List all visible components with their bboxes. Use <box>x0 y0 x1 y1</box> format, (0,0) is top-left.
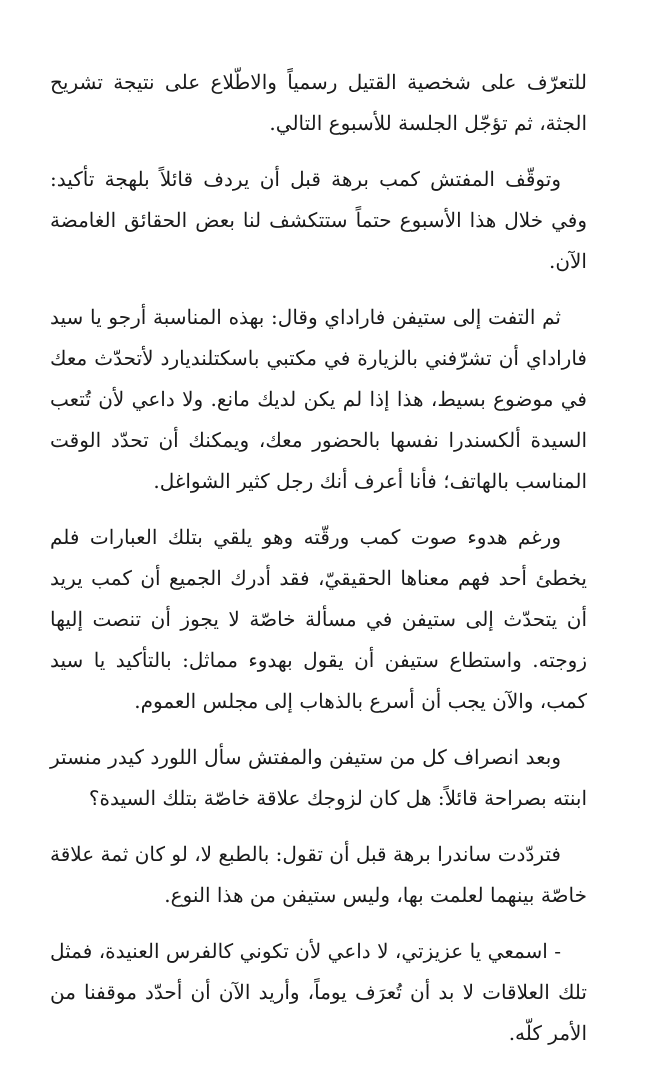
paragraph-4: ورغم هدوء صوت كمب ورقّته وهو يلقي بتلك العبارات فلم يخطئ أحد فهم معناها الحقيقيّ، فقد أدرك الجميع أن كمب يريد أن يتحدّث إلى ستيفن في مسألة خاصّة لا يجوز أن تنصت إليها زوجته. واستطاع ستيفن أن يقول بهدوء مماثل: بالتأكيد يا سيد كمب، والآن يجب أن أسرع بالذهاب إلى مجلس العموم. <box>50 525 588 713</box>
paragraph-7: - اسمعي يا عزيزتي، لا داعي لأن تكوني كالفرس العنيدة، فمثل تلك العلاقات لا بد أن تُعرَف يوماً، وأريد الآن أن أحدّد موقفنا من الأمر كلّه. <box>50 939 587 1045</box>
paragraph-6: فتردّدت ساندرا برهة قبل أن تقول: بالطبع لا، لو كان ثمة علاقة خاصّة بينهما لعلمت بها، وليس ستيفن من هذا النوع. <box>50 842 587 907</box>
paragraph-5: وبعد انصراف كل من ستيفن والمفتش سأل اللورد كيدر منستر ابنته بصراحة قائلاً: هل كان لزوجك علاقة خاصّة بتلك السيدة؟ <box>50 745 587 810</box>
body-text <box>50 62 587 1069</box>
paragraph-2: وتوقّف المفتش كمب برهة قبل أن يردف قائلاً بلهجة تأكيد: وفي خلال هذا الأسبوع حتماً ستتكشف لنا بعض الحقائق الغامضة الآن. <box>50 167 587 273</box>
paragraph-1: للتعرّف على شخصية القتيل رسمياً والاطّلاع على نتيجة تشريح الجثة، ثم تؤجّل الجلسة للأسبوع التالي. <box>50 70 587 135</box>
paragraph-3: ثم التفت إلى ستيفن فاراداي وقال: بهذه المناسبة أرجو يا سيد فاراداي أن تشرّفني بالزيارة في مكتبي باسكتلنديارد لأتحدّث معك في موضوع بسيط، هذا إذا لم يكن لديك مانع. ولا داعي لأن تُتعب السيدة ألكسندرا نفسها بالحضور معك، ويمكنك أن تحدّد الوقت المناسب بالهاتف؛ فأنا أعرف أنك رجل كثير الشواغل. <box>50 305 587 493</box>
